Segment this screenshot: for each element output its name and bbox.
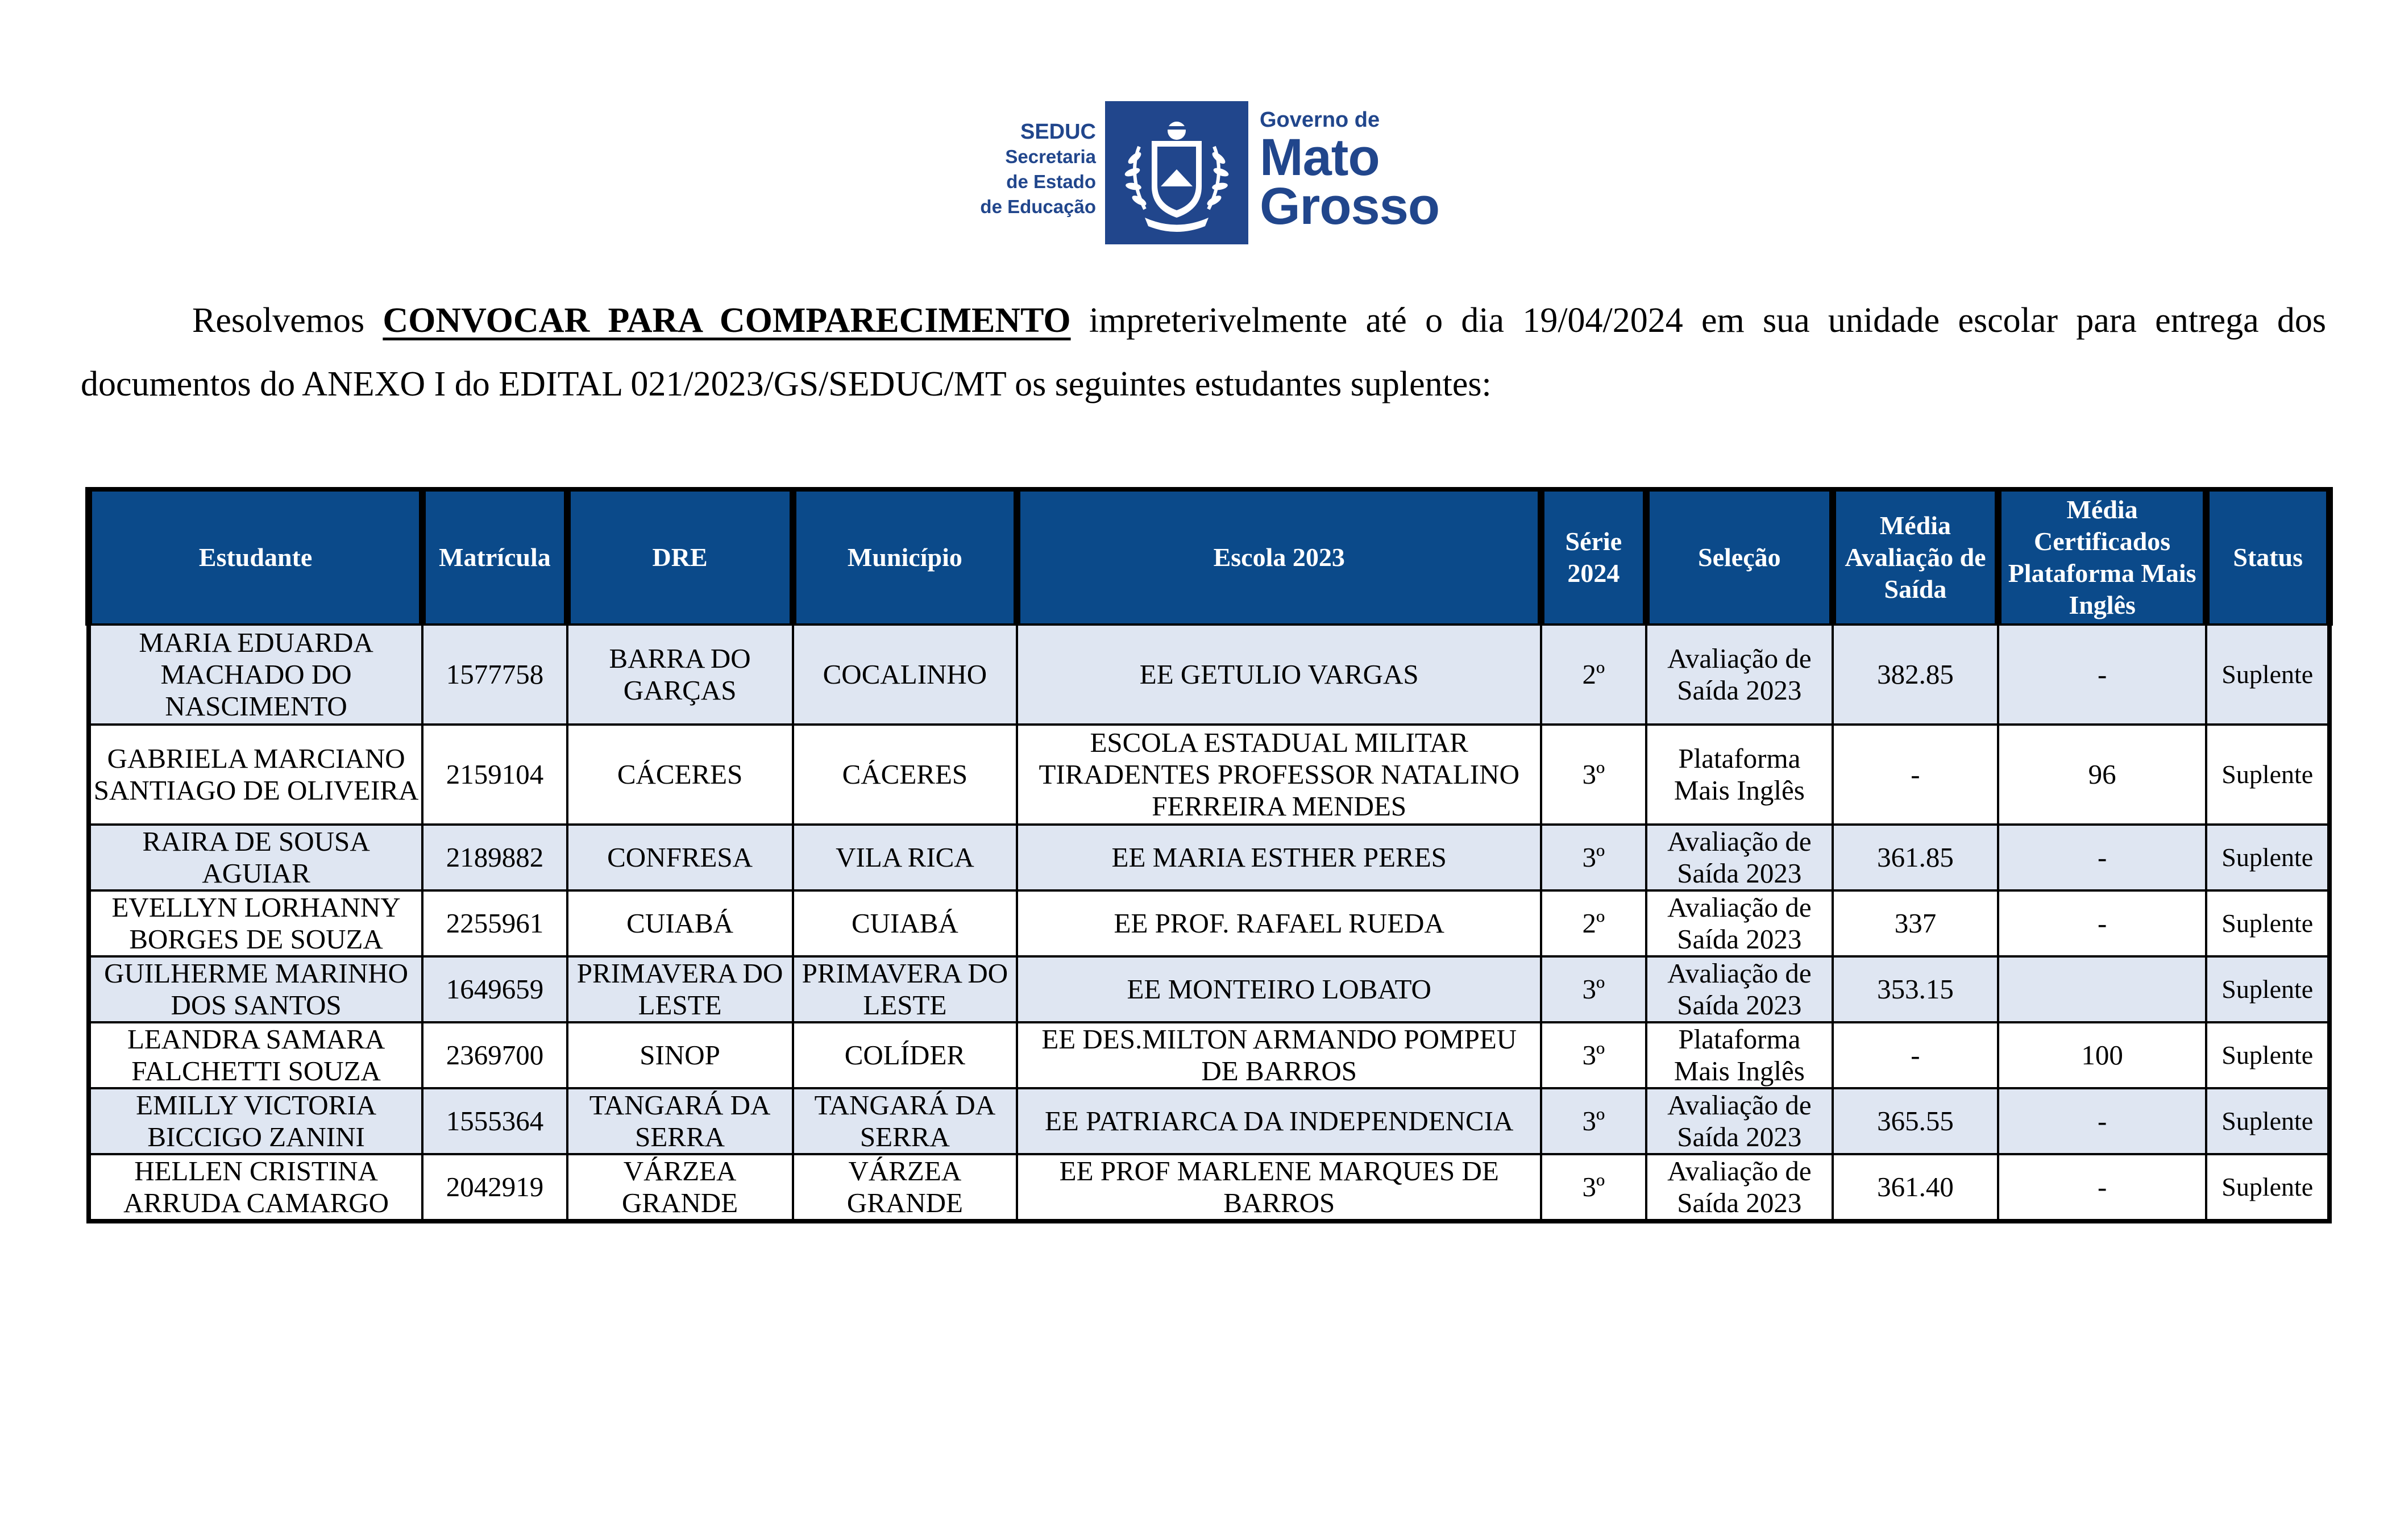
cell-school: ESCOLA ESTADUAL MILITAR TIRADENTES PROFESSOR NATALINO FERREIRA MENDES xyxy=(1017,725,1541,825)
column-header: Escola 2023 xyxy=(1017,489,1541,625)
cell-registration: 2042919 xyxy=(422,1154,567,1221)
table-row xyxy=(89,956,2329,1022)
cell-grade: 3º xyxy=(1541,956,1646,1022)
table-row xyxy=(89,890,2329,956)
cell-student: MARIA EDUARDA MACHADO DO NASCIMENTO xyxy=(89,625,422,725)
cell-dre: CONFRESA xyxy=(567,825,793,890)
cell-school: EE DES.MILTON ARMANDO POMPEU DE BARROS xyxy=(1017,1022,1541,1088)
column-header: Matrícula xyxy=(422,489,567,625)
paragraph-lead: Resolvemos xyxy=(192,301,383,340)
cell-status: Suplente xyxy=(2206,1154,2329,1221)
cell-municipality: VILA RICA xyxy=(793,825,1018,890)
cell-municipality: PRIMAVERA DO LESTE xyxy=(793,956,1018,1022)
cell-selection: Plataforma Mais Inglês xyxy=(1646,1022,1833,1088)
cell-school: EE GETULIO VARGAS xyxy=(1017,625,1541,725)
cell-grade: 2º xyxy=(1541,890,1646,956)
cell-status: Suplente xyxy=(2206,825,2329,890)
logo-gov-line: Governo de xyxy=(1260,108,1380,132)
cell-school: EE PROF. RAFAEL RUEDA xyxy=(1017,890,1541,956)
cell-exit-score: 365.55 xyxy=(1833,1088,1998,1154)
column-header: DRE xyxy=(567,489,793,625)
cell-registration: 2369700 xyxy=(422,1022,567,1088)
cell-registration: 2189882 xyxy=(422,825,567,890)
column-header: Município xyxy=(793,489,1018,625)
cell-exit-score: 353.15 xyxy=(1833,956,1998,1022)
cell-dre: CÁCERES xyxy=(567,725,793,825)
cell-status: Suplente xyxy=(2206,1022,2329,1088)
column-header: Série 2024 xyxy=(1541,489,1646,625)
cell-certificate-score: - xyxy=(1998,1088,2207,1154)
cell-selection: Avaliação de Saída 2023 xyxy=(1646,890,1833,956)
cell-selection: Avaliação de Saída 2023 xyxy=(1646,956,1833,1022)
logo-mato: Mato xyxy=(1260,128,1380,186)
logo-grosso: Grosso xyxy=(1260,177,1440,235)
cell-municipality: CUIABÁ xyxy=(793,890,1018,956)
cell-selection: Avaliação de Saída 2023 xyxy=(1646,625,1833,725)
cell-status: Suplente xyxy=(2206,625,2329,725)
cell-exit-score: 361.85 xyxy=(1833,825,1998,890)
cell-exit-score: - xyxy=(1833,1022,1998,1088)
paragraph-rest: impreterivelmente até o dia 19/04/2024 em sua unidade escolar para entrega dos documentos do ANEXO I do EDITAL 021/2023/GS/SEDUC/MT os seguintes estudantes suplentes: xyxy=(81,301,2326,403)
cell-selection: Avaliação de Saída 2023 xyxy=(1646,825,1833,890)
cell-registration: 1577758 xyxy=(422,625,567,725)
cell-certificate-score: - xyxy=(1998,1154,2207,1221)
cell-municipality: VÁRZEA GRANDE xyxy=(793,1154,1018,1221)
table-header-row xyxy=(89,489,2329,625)
cell-exit-score: 382.85 xyxy=(1833,625,1998,725)
cell-status: Suplente xyxy=(2206,890,2329,956)
cell-certificate-score xyxy=(1998,956,2207,1022)
column-header: Média Avaliação de Saída xyxy=(1833,489,1998,625)
cell-student: EVELLYN LORHANNY BORGES DE SOUZA xyxy=(89,890,422,956)
column-header: Status xyxy=(2206,489,2329,625)
state-coat-of-arms-icon xyxy=(1105,101,1248,244)
governo-mato-grosso-wordmark xyxy=(1260,107,1440,235)
logo-line: de Estado xyxy=(1006,171,1096,192)
cell-grade: 3º xyxy=(1541,1154,1646,1221)
cell-selection: Plataforma Mais Inglês xyxy=(1646,725,1833,825)
cell-exit-score: 337 xyxy=(1833,890,1998,956)
cell-certificate-score: - xyxy=(1998,890,2207,956)
cell-selection: Avaliação de Saída 2023 xyxy=(1646,1088,1833,1154)
cell-dre: PRIMAVERA DO LESTE xyxy=(567,956,793,1022)
cell-grade: 3º xyxy=(1541,825,1646,890)
cell-student: EMILLY VICTORIA BICCIGO ZANINI xyxy=(89,1088,422,1154)
column-header: Estudante xyxy=(89,489,422,625)
cell-school: EE PATRIARCA DA INDEPENDENCIA xyxy=(1017,1088,1541,1154)
logo-line: de Educação xyxy=(980,196,1096,217)
cell-exit-score: 361.40 xyxy=(1833,1154,1998,1221)
cell-student: LEANDRA SAMARA FALCHETTI SOUZA xyxy=(89,1022,422,1088)
cell-certificate-score: - xyxy=(1998,825,2207,890)
column-header: Seleção xyxy=(1646,489,1833,625)
cell-school: EE PROF MARLENE MARQUES DE BARROS xyxy=(1017,1154,1541,1221)
cell-certificate-score: 100 xyxy=(1998,1022,2207,1088)
cell-municipality: COCALINHO xyxy=(793,625,1018,725)
table-row xyxy=(89,725,2329,825)
cell-student: HELLEN CRISTINA ARRUDA CAMARGO xyxy=(89,1154,422,1221)
cell-selection: Avaliação de Saída 2023 xyxy=(1646,1154,1833,1221)
cell-exit-score: - xyxy=(1833,725,1998,825)
cell-grade: 3º xyxy=(1541,1022,1646,1088)
seduc-wordmark xyxy=(961,119,1096,219)
paragraph-emphasis: CONVOCAR PARA COMPARECIMENTO xyxy=(383,301,1071,340)
cell-status: Suplente xyxy=(2206,1088,2329,1154)
cell-registration: 1555364 xyxy=(422,1088,567,1154)
cell-dre: TANGARÁ DA SERRA xyxy=(567,1088,793,1154)
cell-student: GABRIELA MARCIANO SANTIAGO DE OLIVEIRA xyxy=(89,725,422,825)
table-row xyxy=(89,625,2329,725)
cell-dre: VÁRZEA GRANDE xyxy=(567,1154,793,1221)
table-row xyxy=(89,825,2329,890)
cell-registration: 2255961 xyxy=(422,890,567,956)
cell-student: RAIRA DE SOUSA AGUIAR xyxy=(89,825,422,890)
cell-grade: 2º xyxy=(1541,625,1646,725)
cell-school: EE MONTEIRO LOBATO xyxy=(1017,956,1541,1022)
cell-dre: BARRA DO GARÇAS xyxy=(567,625,793,725)
cell-student: GUILHERME MARINHO DOS SANTOS xyxy=(89,956,422,1022)
cell-dre: CUIABÁ xyxy=(567,890,793,956)
cell-dre: SINOP xyxy=(567,1022,793,1088)
cell-municipality: TANGARÁ DA SERRA xyxy=(793,1088,1018,1154)
cell-status: Suplente xyxy=(2206,725,2329,825)
convocation-paragraph xyxy=(81,289,2326,416)
column-header: Média Certificados Plataforma Mais Inglês xyxy=(1998,489,2207,625)
cell-status: Suplente xyxy=(2206,956,2329,1022)
cell-grade: 3º xyxy=(1541,725,1646,825)
logo-line: SEDUC xyxy=(1020,120,1096,144)
cell-school: EE MARIA ESTHER PERES xyxy=(1017,825,1541,890)
cell-certificate-score: - xyxy=(1998,625,2207,725)
cell-registration: 1649659 xyxy=(422,956,567,1022)
cell-municipality: CÁCERES xyxy=(793,725,1018,825)
cell-registration: 2159104 xyxy=(422,725,567,825)
table-row xyxy=(89,1154,2329,1221)
table-row xyxy=(89,1022,2329,1088)
logo-line: Secretaria xyxy=(1005,146,1096,167)
cell-certificate-score: 96 xyxy=(1998,725,2207,825)
cell-municipality: COLÍDER xyxy=(793,1022,1018,1088)
cell-grade: 3º xyxy=(1541,1088,1646,1154)
table-row xyxy=(89,1088,2329,1154)
header-logo xyxy=(961,101,1450,244)
students-table xyxy=(85,487,2333,1223)
